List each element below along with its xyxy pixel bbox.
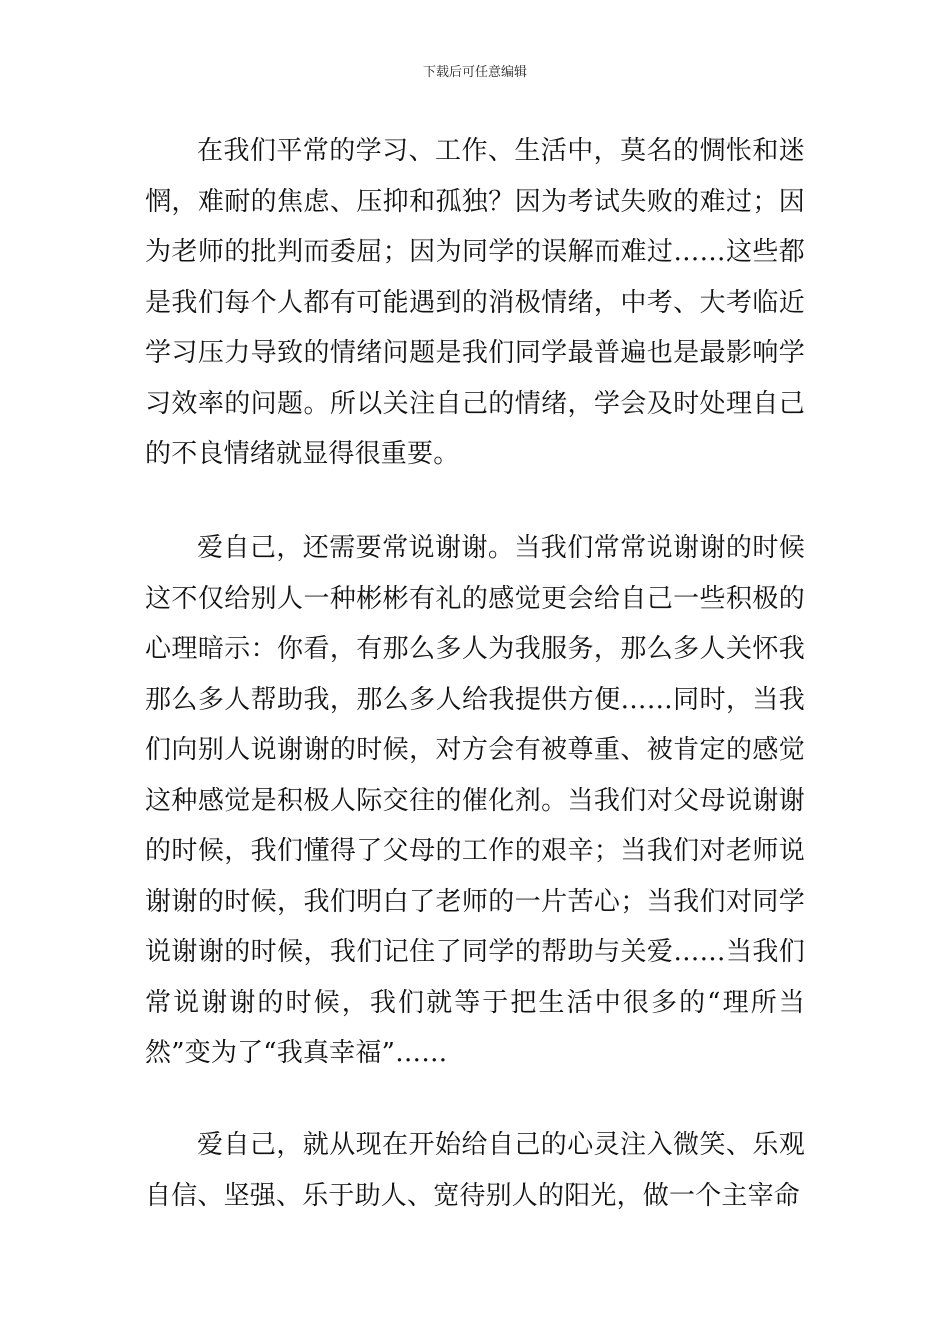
body-paragraph-2: 爱自己，还需要常说谢谢。当我们常常说谢谢的时候这不仅给别人一种彬彬有礼的感觉更会给自己一些积极的心理暗示：你看，有那么多人为我服务，那么多人关怀我那么多人帮助我，那么多人给我提供方便……同时，当我们向别人说谢谢的时候，对方会有被尊重、被肯定的感觉这种感觉是积极人际交往的催化剂。当我们对父母说谢谢的时候，我们懂得了父母的工作的艰辛；当我们对老师说谢谢的时候，我们明白了老师的一片苦心；当我们对同学说谢谢的时候，我们记住了同学的帮助与关爱……当我们常说谢谢的时候，我们就等于把生活中很多的“理所当然”变为了“我真幸福”…… (145, 533, 805, 1068)
body-paragraph-1: 在我们平常的学习、工作、生活中，莫名的惆怅和迷惘，难耐的焦虑、压抑和孤独？因为考试失败的难过；因为老师的批判而委屈；因为同学的误解而难过……这些都是我们每个人都有可能遇到的消极情绪，中考、大考临近学习压力导致的情绪问题是我们同学最普遍也是最影响学习效率的问题。所以关注自己的情绪，学会及时处理自己的不良情绪就显得很重要。 (145, 136, 805, 469)
page-header: 下载后可任意编辑 (422, 65, 527, 80)
body-paragraph-3: 爱自己，就从现在开始给自己的心灵注入微笑、乐观自信、坚强、乐于助人、宽待别人的阳光，做一个主宰命 (145, 1130, 805, 1211)
